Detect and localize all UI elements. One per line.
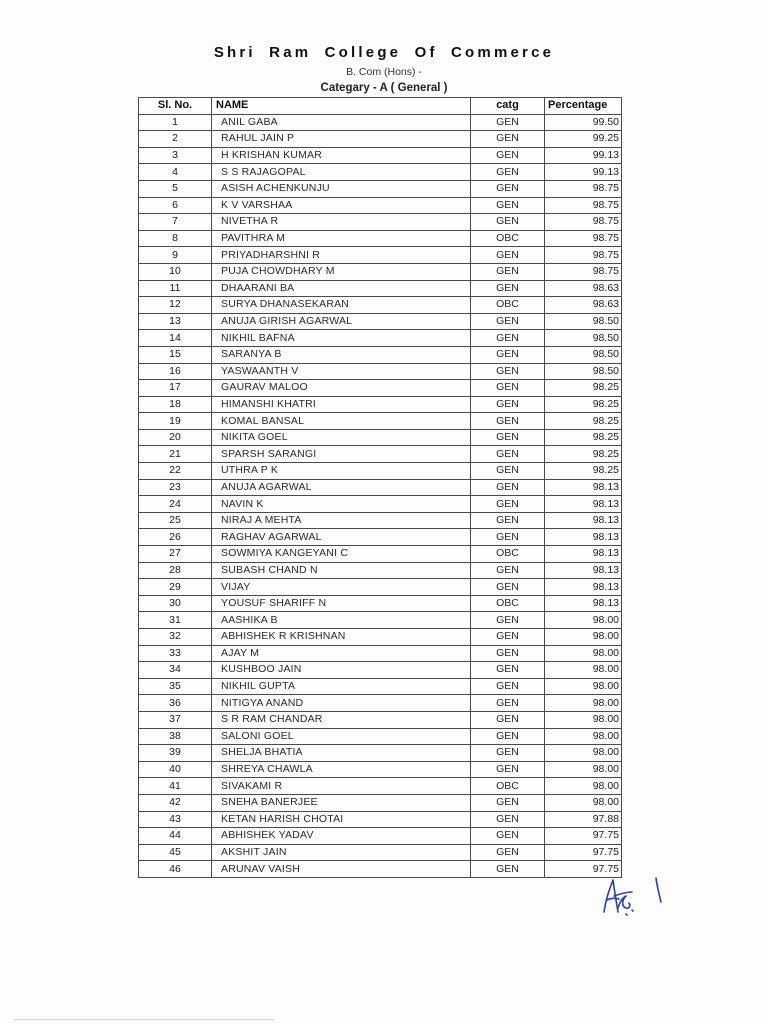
cell-name: NIKHIL BAFNA [212, 330, 471, 347]
cell-name: PUJA CHOWDHARY M [212, 263, 471, 280]
cell-catg: GEN [471, 346, 545, 363]
cell-sl-no: 15 [139, 346, 212, 363]
cell-catg: GEN [471, 396, 545, 413]
cell-percentage: 98.00 [545, 678, 622, 695]
table-row [139, 645, 622, 662]
cell-name: SARANYA B [212, 346, 471, 363]
cell-sl-no: 41 [139, 778, 212, 795]
column-header-catg: catg [471, 98, 545, 115]
cell-name: KETAN HARISH CHOTAI [212, 811, 471, 828]
cell-percentage: 98.75 [545, 247, 622, 264]
table-row [139, 180, 622, 197]
cell-percentage: 98.63 [545, 280, 622, 297]
cell-name: NIRAJ A MEHTA [212, 512, 471, 529]
cell-sl-no: 45 [139, 844, 212, 861]
cell-name: SIVAKAMI R [212, 778, 471, 795]
cell-sl-no: 34 [139, 662, 212, 679]
cell-catg: GEN [471, 828, 545, 845]
table-row [139, 247, 622, 264]
cell-percentage: 98.25 [545, 380, 622, 397]
table-row [139, 529, 622, 546]
cell-name: SHREYA CHAWLA [212, 761, 471, 778]
cell-percentage: 98.13 [545, 546, 622, 563]
cell-sl-no: 23 [139, 479, 212, 496]
cell-catg: GEN [471, 844, 545, 861]
table-row [139, 761, 622, 778]
table-row [139, 794, 622, 811]
table-row [139, 396, 622, 413]
cell-name: ABHISHEK YADAV [212, 828, 471, 845]
cell-percentage: 97.75 [545, 861, 622, 878]
cell-percentage: 98.00 [545, 629, 622, 646]
cell-name: SPARSH SARANGI [212, 446, 471, 463]
cell-catg: OBC [471, 230, 545, 247]
cell-name: HIMANSHI KHATRI [212, 396, 471, 413]
cell-name: SNEHA BANERJEE [212, 794, 471, 811]
cell-percentage: 98.25 [545, 463, 622, 480]
cell-percentage: 97.75 [545, 844, 622, 861]
table-row [139, 197, 622, 214]
table-row [139, 546, 622, 563]
cell-catg: GEN [471, 330, 545, 347]
cell-catg: GEN [471, 861, 545, 878]
signature-mark [596, 868, 670, 922]
cell-sl-no: 39 [139, 745, 212, 762]
cell-name: KOMAL BANSAL [212, 413, 471, 430]
cell-name: SALONI GOEL [212, 728, 471, 745]
cell-sl-no: 40 [139, 761, 212, 778]
cell-percentage: 98.25 [545, 446, 622, 463]
cell-name: YOUSUF SHARIFF N [212, 595, 471, 612]
college-title: Shri Ram College Of Commerce [213, 44, 555, 61]
cell-percentage: 98.00 [545, 778, 622, 795]
cell-catg: GEN [471, 114, 545, 131]
cell-sl-no: 33 [139, 645, 212, 662]
cell-percentage: 98.00 [545, 645, 622, 662]
cell-catg: GEN [471, 164, 545, 181]
table-row [139, 313, 622, 330]
cell-catg: GEN [471, 413, 545, 430]
cell-percentage: 98.13 [545, 529, 622, 546]
cell-catg: GEN [471, 446, 545, 463]
cell-percentage: 98.50 [545, 313, 622, 330]
cell-name: ANUJA GIRISH AGARWAL [212, 313, 471, 330]
cell-sl-no: 13 [139, 313, 212, 330]
table-row [139, 363, 622, 380]
cell-catg: GEN [471, 678, 545, 695]
table-row [139, 844, 622, 861]
column-header-percentage: Percentage [545, 98, 622, 115]
cell-catg: GEN [471, 429, 545, 446]
table-row [139, 463, 622, 480]
cell-name: UTHRA P K [212, 463, 471, 480]
cell-sl-no: 7 [139, 214, 212, 231]
table-row [139, 662, 622, 679]
cell-percentage: 98.00 [545, 612, 622, 629]
cell-sl-no: 36 [139, 695, 212, 712]
cell-name: SURYA DHANASEKARAN [212, 297, 471, 314]
cell-sl-no: 11 [139, 280, 212, 297]
table-row [139, 678, 622, 695]
cell-percentage: 98.50 [545, 363, 622, 380]
cell-name: KUSHBOO JAIN [212, 662, 471, 679]
cell-catg: GEN [471, 711, 545, 728]
table-body [139, 114, 622, 877]
cell-sl-no: 24 [139, 496, 212, 513]
cell-sl-no: 14 [139, 330, 212, 347]
cell-sl-no: 6 [139, 197, 212, 214]
cell-percentage: 98.13 [545, 512, 622, 529]
cell-sl-no: 9 [139, 247, 212, 264]
cell-sl-no: 44 [139, 828, 212, 845]
cell-name: GAURAV MALOO [212, 380, 471, 397]
cell-percentage: 97.75 [545, 828, 622, 845]
cell-catg: GEN [471, 761, 545, 778]
cell-sl-no: 12 [139, 297, 212, 314]
cell-percentage: 99.50 [545, 114, 622, 131]
cell-catg: GEN [471, 695, 545, 712]
cell-percentage: 99.13 [545, 164, 622, 181]
cell-sl-no: 28 [139, 562, 212, 579]
table-row [139, 429, 622, 446]
table-row [139, 263, 622, 280]
cell-catg: GEN [471, 645, 545, 662]
admission-list-table [138, 97, 622, 878]
cell-name: AKSHIT JAIN [212, 844, 471, 861]
cell-catg: GEN [471, 745, 545, 762]
page-edge-line [14, 1019, 274, 1020]
cell-catg: OBC [471, 546, 545, 563]
category-heading: Categary - A ( General ) [320, 82, 448, 94]
cell-percentage: 98.75 [545, 263, 622, 280]
cell-sl-no: 38 [139, 728, 212, 745]
table-row [139, 745, 622, 762]
cell-name: NAVIN K [212, 496, 471, 513]
cell-percentage: 98.13 [545, 562, 622, 579]
cell-percentage: 98.25 [545, 413, 622, 430]
cell-catg: GEN [471, 496, 545, 513]
cell-name: ABHISHEK R KRISHNAN [212, 629, 471, 646]
table-row [139, 711, 622, 728]
cell-catg: GEN [471, 363, 545, 380]
cell-name: H KRISHAN KUMAR [212, 147, 471, 164]
cell-name: S R RAM CHANDAR [212, 711, 471, 728]
cell-sl-no: 16 [139, 363, 212, 380]
cell-sl-no: 1 [139, 114, 212, 131]
cell-percentage: 98.00 [545, 662, 622, 679]
cell-percentage: 98.25 [545, 429, 622, 446]
table-row [139, 413, 622, 430]
cell-catg: GEN [471, 529, 545, 546]
table-row [139, 629, 622, 646]
cell-catg: GEN [471, 579, 545, 596]
table-row [139, 230, 622, 247]
cell-name: AASHIKA B [212, 612, 471, 629]
column-header-name: NAME [212, 98, 471, 115]
cell-catg: GEN [471, 214, 545, 231]
cell-sl-no: 35 [139, 678, 212, 695]
table-row [139, 380, 622, 397]
cell-percentage: 98.00 [545, 728, 622, 745]
cell-percentage: 98.13 [545, 479, 622, 496]
cell-name: PAVITHRA M [212, 230, 471, 247]
cell-name: RAHUL JAIN P [212, 131, 471, 148]
cell-name: ARUNAV VAISH [212, 861, 471, 878]
cell-catg: GEN [471, 612, 545, 629]
cell-name: PRIYADHARSHNI R [212, 247, 471, 264]
cell-sl-no: 21 [139, 446, 212, 463]
cell-name: ANIL GABA [212, 114, 471, 131]
table-row [139, 346, 622, 363]
table-row [139, 131, 622, 148]
cell-catg: GEN [471, 811, 545, 828]
cell-sl-no: 8 [139, 230, 212, 247]
cell-name: NITIGYA ANAND [212, 695, 471, 712]
table-row [139, 828, 622, 845]
cell-sl-no: 26 [139, 529, 212, 546]
cell-name: VIJAY [212, 579, 471, 596]
table-row [139, 330, 622, 347]
cell-catg: OBC [471, 778, 545, 795]
cell-sl-no: 3 [139, 147, 212, 164]
cell-sl-no: 29 [139, 579, 212, 596]
table-row [139, 811, 622, 828]
cell-name: AJAY M [212, 645, 471, 662]
cell-percentage: 98.00 [545, 695, 622, 712]
cell-catg: GEN [471, 562, 545, 579]
cell-percentage: 98.75 [545, 214, 622, 231]
cell-name: NIKHIL GUPTA [212, 678, 471, 695]
cell-catg: OBC [471, 595, 545, 612]
table-row [139, 114, 622, 131]
table-row [139, 595, 622, 612]
cell-percentage: 99.25 [545, 131, 622, 148]
cell-catg: GEN [471, 131, 545, 148]
cell-percentage: 98.00 [545, 761, 622, 778]
cell-percentage: 98.25 [545, 396, 622, 413]
cell-catg: GEN [471, 247, 545, 264]
cell-sl-no: 31 [139, 612, 212, 629]
cell-catg: OBC [471, 297, 545, 314]
cell-percentage: 98.00 [545, 794, 622, 811]
table-row [139, 479, 622, 496]
cell-sl-no: 20 [139, 429, 212, 446]
cell-catg: GEN [471, 147, 545, 164]
cell-sl-no: 4 [139, 164, 212, 181]
cell-sl-no: 5 [139, 180, 212, 197]
cell-percentage: 97.88 [545, 811, 622, 828]
cell-sl-no: 10 [139, 263, 212, 280]
cell-catg: GEN [471, 629, 545, 646]
cell-sl-no: 17 [139, 380, 212, 397]
table-row [139, 280, 622, 297]
table-row [139, 214, 622, 231]
cell-catg: GEN [471, 794, 545, 811]
cell-name: NIKITA GOEL [212, 429, 471, 446]
cell-catg: GEN [471, 662, 545, 679]
table-row [139, 728, 622, 745]
cell-percentage: 98.00 [545, 711, 622, 728]
cell-name: YASWAANTH V [212, 363, 471, 380]
cell-name: RAGHAV AGARWAL [212, 529, 471, 546]
table-row [139, 861, 622, 878]
cell-name: SUBASH CHAND N [212, 562, 471, 579]
cell-sl-no: 46 [139, 861, 212, 878]
cell-catg: GEN [471, 512, 545, 529]
cell-sl-no: 27 [139, 546, 212, 563]
cell-sl-no: 42 [139, 794, 212, 811]
table-row [139, 579, 622, 596]
table-row [139, 695, 622, 712]
cell-percentage: 98.13 [545, 595, 622, 612]
cell-catg: GEN [471, 180, 545, 197]
cell-name: S S RAJAGOPAL [212, 164, 471, 181]
table-row [139, 496, 622, 513]
cell-percentage: 98.13 [545, 496, 622, 513]
cell-catg: GEN [471, 197, 545, 214]
cell-catg: GEN [471, 728, 545, 745]
cell-sl-no: 18 [139, 396, 212, 413]
cell-percentage: 98.75 [545, 180, 622, 197]
cell-name: ASISH ACHENKUNJU [212, 180, 471, 197]
cell-catg: GEN [471, 463, 545, 480]
cell-name: SHELJA BHATIA [212, 745, 471, 762]
table-row [139, 778, 622, 795]
cell-name: DHAARANI BA [212, 280, 471, 297]
cell-name: K V VARSHAA [212, 197, 471, 214]
cell-catg: GEN [471, 263, 545, 280]
cell-catg: GEN [471, 280, 545, 297]
cell-name: ANUJA AGARWAL [212, 479, 471, 496]
cell-name: NIVETHA R [212, 214, 471, 231]
cell-catg: GEN [471, 380, 545, 397]
cell-percentage: 98.13 [545, 579, 622, 596]
cell-percentage: 98.63 [545, 297, 622, 314]
cell-sl-no: 22 [139, 463, 212, 480]
course-subtitle: B. Com (Hons) - [346, 66, 422, 78]
cell-percentage: 98.50 [545, 330, 622, 347]
cell-name: SOWMIYA KANGEYANI C [212, 546, 471, 563]
cell-percentage: 98.75 [545, 230, 622, 247]
table-header-row [139, 98, 622, 115]
cell-sl-no: 32 [139, 629, 212, 646]
cell-catg: GEN [471, 479, 545, 496]
cell-sl-no: 19 [139, 413, 212, 430]
table-row [139, 446, 622, 463]
table-row [139, 512, 622, 529]
cell-percentage: 98.00 [545, 745, 622, 762]
cell-sl-no: 25 [139, 512, 212, 529]
cell-catg: GEN [471, 313, 545, 330]
table-row [139, 562, 622, 579]
table-row [139, 147, 622, 164]
cell-sl-no: 37 [139, 711, 212, 728]
cell-sl-no: 30 [139, 595, 212, 612]
table-row [139, 164, 622, 181]
table-row [139, 612, 622, 629]
cell-percentage: 99.13 [545, 147, 622, 164]
table-row [139, 297, 622, 314]
cell-sl-no: 43 [139, 811, 212, 828]
cell-percentage: 98.50 [545, 346, 622, 363]
cell-sl-no: 2 [139, 131, 212, 148]
column-header-sl-no: Sl. No. [139, 98, 212, 115]
cell-percentage: 98.75 [545, 197, 622, 214]
